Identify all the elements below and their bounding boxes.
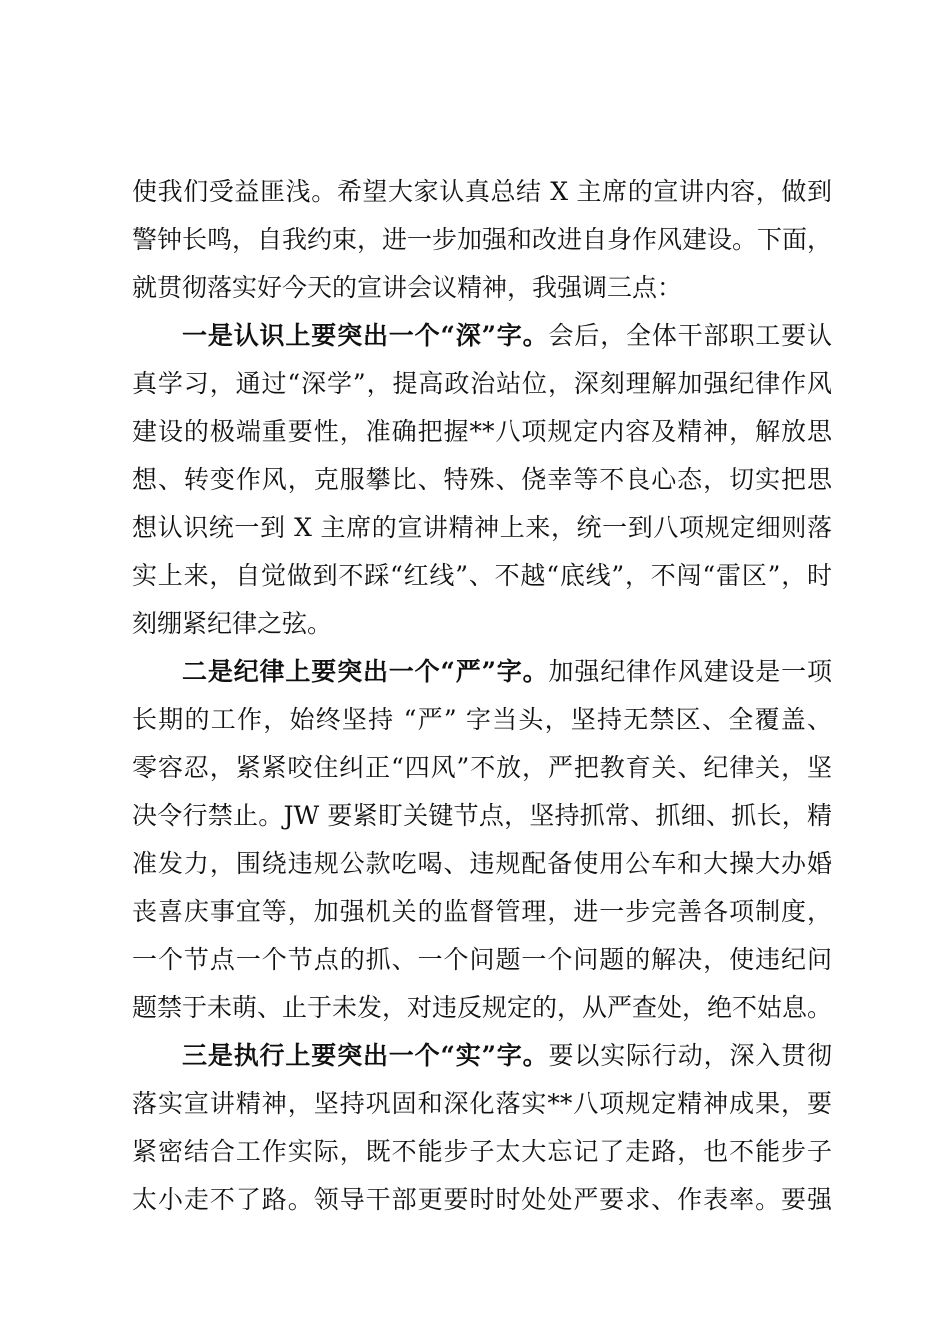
text-line: 想、转变作风，克服攀比、特殊、侥幸等不良心态，切实把思	[132, 465, 832, 494]
text-line: 太小走不了路。领导干部更要时时处处严要求、作表率。要强	[132, 1185, 832, 1214]
point-3-paragraph	[132, 1032, 832, 1224]
point-2-paragraph	[132, 648, 832, 1032]
text-line: 落实宣讲精神，坚持巩固和深化落实**八项规定精神成果，要	[132, 1089, 832, 1118]
text-line	[132, 1032, 832, 1080]
text-line: 紧密结合工作实际，既不能步子太大忘记了走路，也不能步子	[132, 1137, 832, 1166]
point-1-heading: 一是认识上要突出一个“深”字。	[182, 321, 549, 350]
document-body	[132, 168, 832, 1224]
text-line: 建设的极端重要性，准确把握**八项规定内容及精神，解放思	[132, 417, 832, 446]
point-1-first-line: 会后，全体干部职工要认	[548, 321, 832, 350]
text-line: 实上来，自觉做到不踩“红线”、不越“底线”，不闯“雷区”，时	[132, 561, 832, 590]
intro-paragraph	[132, 168, 832, 312]
text-line: 题禁于未萌、止于未发，对违反规定的，从严查处，绝不姑息。	[132, 993, 833, 1022]
text-line: 一个节点一个节点的抓、一个问题一个问题的解决，使违纪问	[132, 945, 832, 974]
text-line	[132, 648, 832, 696]
text-line: 使我们受益匪浅。希望大家认真总结 X 主席的宣讲内容，做到	[132, 177, 832, 206]
text-line: 想认识统一到 X 主席的宣讲精神上来，统一到八项规定细则落	[132, 513, 832, 542]
text-line: 决令行禁止。JW 要紧盯关键节点，坚持抓常、抓细、抓长，精	[132, 801, 832, 830]
text-line: 零容忍，紧紧咬住纠正“四风”不放，严把教育关、纪律关，坚	[132, 753, 832, 782]
text-line	[132, 312, 832, 360]
point-3-heading: 三是执行上要突出一个“实”字。	[182, 1041, 549, 1070]
point-2-first-line: 加强纪律作风建设是一项	[548, 657, 832, 686]
text-line: 丧喜庆事宜等，加强机关的监督管理，进一步完善各项制度，	[132, 897, 832, 926]
text-line: 就贯彻落实好今天的宣讲会议精神，我强调三点：	[132, 273, 683, 302]
text-line: 长期的工作，始终坚持 “严” 字当头，坚持无禁区、全覆盖、	[132, 705, 832, 734]
text-line: 准发力，围绕违规公款吃喝、违规配备使用公车和大操大办婚	[132, 849, 832, 878]
text-line: 刻绷紧纪律之弦。	[132, 609, 333, 638]
point-2-heading: 二是纪律上要突出一个“严”字。	[182, 657, 549, 686]
point-3-first-line: 要以实际行动，深入贯彻	[548, 1041, 832, 1070]
point-1-paragraph	[132, 312, 832, 648]
text-line: 真学习，通过“深学”，提高政治站位，深刻理解加强纪律作风	[132, 369, 832, 398]
text-line: 警钟长鸣，自我约束，进一步加强和改进自身作风建设。下面，	[132, 225, 833, 254]
